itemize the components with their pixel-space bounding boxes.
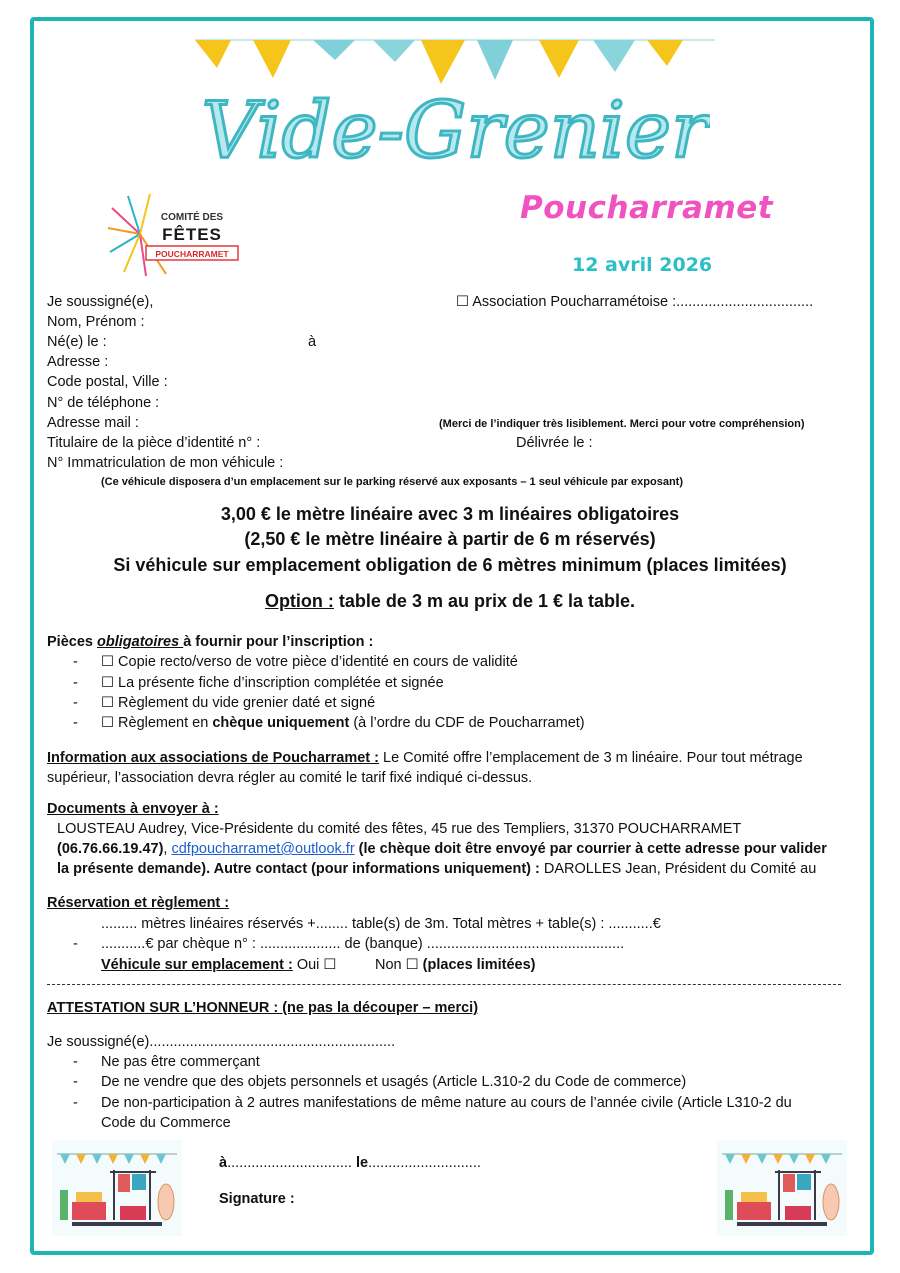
- attestation-soussigne: Je soussigné(e).............................................................: [47, 1034, 396, 1050]
- field-piece-identite: Titulaire de la pièce d’identité n° :: [47, 435, 261, 451]
- pieces-heading-a: Pièces: [47, 634, 97, 650]
- attestation-item-3: De non-participation à 2 autres manifestations de même nature au cours de l’année civile (Article L310-2 du: [101, 1095, 792, 1111]
- piece-item-4-c: (à l’ordre du CDF de Poucharramet): [349, 715, 585, 731]
- piece-item-1[interactable]: ☐ Copie recto/verso de votre pièce d’identité en cours de validité: [101, 654, 518, 670]
- email-note: (Merci de l’indiquer très lisiblement. Merci pour votre compréhension): [439, 418, 805, 430]
- attestation-item-3-cont: Code du Commerce: [101, 1115, 231, 1131]
- garage-sale-illustration-right: [717, 1140, 847, 1236]
- town-name: Poucharramet: [520, 190, 774, 226]
- vehicule-note: (Ce véhicule disposera d’un emplacement sur le parking réservé aux exposants – 1 seul véhicule par exposant): [101, 476, 684, 488]
- event-date: 12 avril 2026: [572, 254, 713, 276]
- cut-line: [47, 984, 841, 985]
- vide-grenier-title: [200, 62, 710, 202]
- vehicule-label: Véhicule sur emplacement :: [101, 957, 293, 973]
- option-label: Option :: [264, 591, 334, 611]
- signature-place-date: [219, 1153, 481, 1173]
- field-ne-le: Né(e) le :: [47, 334, 107, 350]
- piece-item-4-b: chèque uniquement: [212, 715, 350, 731]
- contact-email-link[interactable]: cdfpoucharramet@outlook.fr: [171, 841, 355, 857]
- attestation-item-1: Ne pas être commerçant: [101, 1054, 260, 1070]
- logo-line1: COMITÉ DES: [160, 212, 224, 223]
- signature-label: Signature :: [219, 1191, 295, 1207]
- le-label: le: [356, 1155, 369, 1171]
- documents-line3-bold: la présente demande). Autre contact (pour informations uniquement) :: [57, 861, 540, 877]
- logo-line2: FÊTES: [162, 225, 222, 244]
- reservation-heading: Réservation et règlement :: [47, 895, 230, 911]
- garage-sale-illustration-left: [52, 1140, 182, 1236]
- documents-heading: Documents à envoyer à :: [47, 801, 219, 817]
- pieces-bullet-4: -: [73, 715, 78, 731]
- reservation-line2: ...........€ par chèque n° : .................... de (banque) .................................................: [101, 936, 625, 952]
- attestation-item-2: De ne vendre que des objets personnels et usagés (Article L.310-2 du Code de commerce): [101, 1074, 687, 1090]
- reservation-line1: ......... mètres linéaires réservés +........ table(s) de 3m. Total mètres + table(s) : ...........€: [101, 916, 661, 932]
- vehicule-oui-checkbox[interactable]: Oui ☐: [292, 957, 337, 973]
- pieces-heading-b: obligatoires: [97, 634, 184, 650]
- a-label: à: [219, 1155, 228, 1171]
- reservation-bullet: -: [73, 936, 78, 952]
- field-lieu-naissance: à: [308, 334, 317, 350]
- info-associations-line2: supérieur, l’association devra régler au comité le tarif fixé indiqué ci-dessus.: [47, 770, 533, 786]
- field-association[interactable]: ☐ Association Poucharramétoise :..................................: [456, 294, 814, 310]
- piece-item-4-a: ☐ Règlement en: [101, 715, 213, 731]
- field-email: Adresse mail :: [47, 415, 139, 431]
- piece-item-3[interactable]: ☐ Règlement du vide grenier daté et signé: [101, 695, 376, 711]
- documents-line2-rest: (le chèque doit être envoyé par courrier à cette adresse pour valider: [354, 841, 827, 857]
- field-cp-ville: Code postal, Ville :: [47, 374, 168, 390]
- field-soussigne: Je soussigné(e),: [47, 294, 154, 310]
- comite-des-fetes-logo: [100, 188, 245, 280]
- attestation-bullet-3: -: [73, 1095, 78, 1111]
- title-text: Vide-Grenier: [201, 86, 709, 176]
- piece-item-4[interactable]: [101, 713, 585, 733]
- vehicule-non-line: [375, 955, 536, 975]
- attestation-heading: ATTESTATION SUR L’HONNEUR : (ne pas la découper – merci): [47, 1000, 479, 1016]
- attestation-bullet-2: -: [73, 1074, 78, 1090]
- piece-item-2[interactable]: ☐ La présente fiche d’inscription complétée et signée: [101, 675, 444, 691]
- places-limitees: (places limitées): [418, 957, 536, 973]
- a-dots[interactable]: ...............................: [227, 1155, 356, 1171]
- pieces-bullet-3: -: [73, 695, 78, 711]
- documents-line2: [57, 839, 827, 859]
- info-heading: Information aux associations de Poucharramet :: [47, 750, 379, 766]
- documents-line3-rest: DAROLLES Jean, Président du Comité au: [539, 861, 817, 877]
- pieces-heading: [47, 632, 373, 652]
- le-dots[interactable]: ............................: [368, 1155, 481, 1171]
- documents-line1: LOUSTEAU Audrey, Vice-Présidente du comité des fêtes, 45 rue des Templiers, 31370 POUCHARRAMET: [57, 821, 742, 837]
- option-text: table de 3 m au prix de 1 € la table.: [333, 591, 636, 611]
- option-line: [0, 589, 900, 614]
- price-line-1: 3,00 € le mètre linéaire avec 3 m linéaires obligatoires: [220, 504, 680, 524]
- field-nom-prenom: Nom, Prénom :: [47, 314, 145, 330]
- pieces-heading-c: à fournir pour l’inscription :: [183, 634, 374, 650]
- field-immatriculation: N° Immatriculation de mon véhicule :: [47, 455, 284, 471]
- field-adresse: Adresse :: [47, 354, 109, 370]
- info-text1: Le Comité offre l’emplacement de 3 m linéaire. Pour tout métrage: [378, 750, 803, 766]
- logo-line3: POUCHARRAMET: [155, 249, 229, 259]
- field-delivree: Délivrée le :: [516, 435, 593, 451]
- documents-sep: ,: [163, 841, 172, 857]
- contact-phone: (06.76.66.19.47): [57, 841, 164, 857]
- info-associations-line1: [47, 748, 803, 768]
- pieces-bullet-1: -: [73, 654, 78, 670]
- pieces-bullet-2: -: [73, 675, 78, 691]
- price-line-3: Si véhicule sur emplacement obligation de 6 mètres minimum (places limitées): [113, 555, 787, 575]
- attestation-bullet-1: -: [73, 1054, 78, 1070]
- field-telephone: N° de téléphone :: [47, 395, 160, 411]
- vehicule-non-checkbox[interactable]: Non ☐: [375, 957, 419, 973]
- price-line-2: (2,50 € le mètre linéaire à partir de 6 m réservés): [244, 529, 656, 549]
- vehicule-emplacement-line: [101, 955, 336, 975]
- documents-line3: [57, 859, 816, 878]
